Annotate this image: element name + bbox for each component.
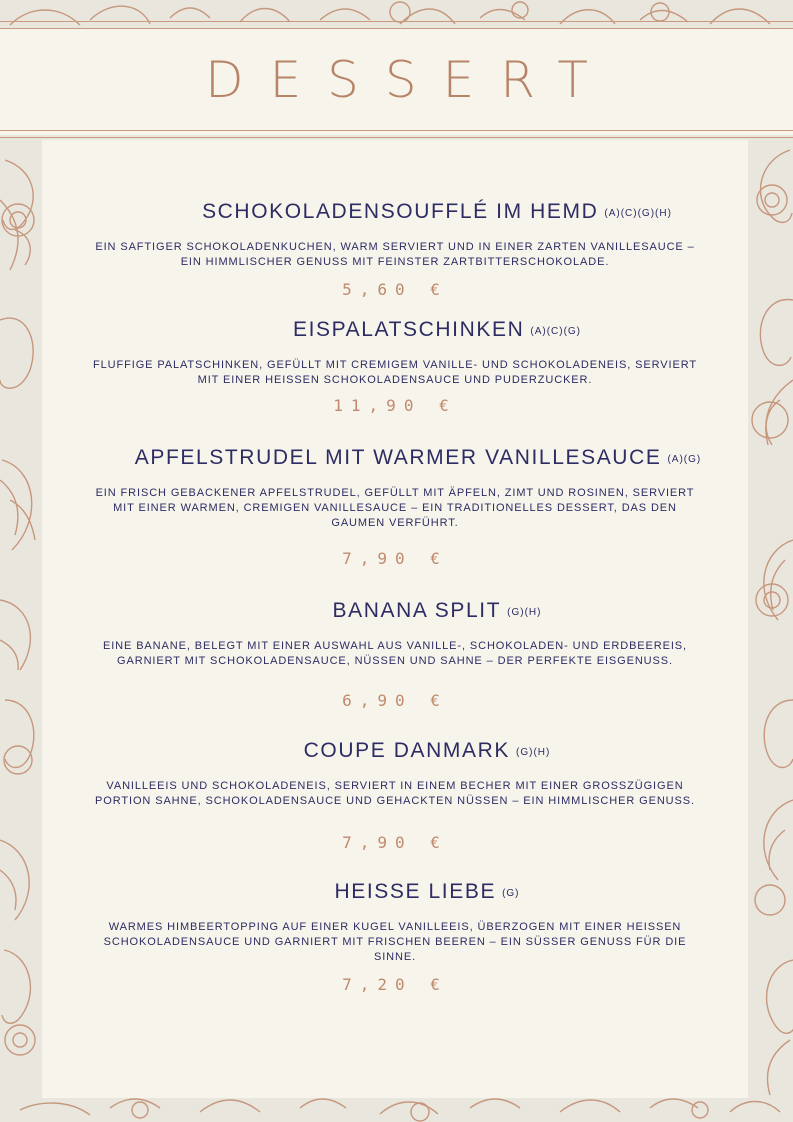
menu-item-schokoladensouffle: [42, 198, 748, 270]
item-description: FLUFFIGE PALATSCHINKEN, GEFÜLLT MIT CREMIGEM VANILLE- UND SCHOKOLADENEIS, SERVIERT MIT EINER HEISSEN SCHOKOLADENSAUCE UND PUDERZUCKER.: [93, 359, 697, 386]
menu-item-heisse-liebe: [42, 878, 748, 965]
top-rule-inner: [0, 28, 793, 29]
item-name: HEISSE LIEBE: [334, 880, 497, 903]
item-price: 7,20 €: [342, 975, 448, 994]
bottom-rule-outer: [0, 137, 793, 138]
item-price: 7,90 €: [342, 549, 448, 568]
bottom-rule-inner: [0, 130, 793, 131]
item-name: BANANA SPLIT: [332, 599, 502, 622]
item-name: EISPALATSCHINKEN: [292, 318, 525, 341]
menu-item-coupe-danmark: [42, 737, 748, 809]
item-name: SCHOKOLADENSOUFFLÉ IM HEMD: [202, 200, 599, 223]
item-description: EIN SAFTIGER SCHOKOLADENKUCHEN, WARM SERVIERT UND IN EINER ZARTEN VANILLESAUCE – EIN HIMMLISCHER GENUSS MIT FEINSTER ZARTBITTERSCHOKOLADE.: [95, 241, 695, 268]
item-allergens: (G)(H): [516, 747, 551, 758]
item-price: 7,90 €: [342, 833, 448, 852]
item-price: 6,90 €: [342, 691, 448, 710]
item-name: COUPE DANMARK: [303, 739, 510, 762]
item-price: 11,90 €: [333, 396, 457, 415]
item-price: 5,60 €: [342, 280, 448, 299]
item-allergens: (G): [502, 888, 520, 899]
menu-title: DESSERT: [205, 51, 614, 109]
item-allergens: (G)(H): [507, 607, 542, 618]
menu-item-apfelstrudel: [42, 444, 748, 531]
item-allergens: (A)(G): [667, 454, 702, 465]
menu-item-eispalatschinken: [42, 316, 748, 388]
item-description: WARMES HIMBEERTOPPING AUF EINER KUGEL VANILLEEIS, ÜBERZOGEN MIT EINER HEISSEN SCHOKOLADENSAUCE UND GARNIERT MIT FRISCHEN BEEREN – EIN SÜSSER GENUSS FÜR DIE SINNE.: [103, 921, 687, 963]
item-allergens: (A)(C)(G)(H): [604, 208, 672, 219]
top-rule-outer: [0, 21, 793, 22]
item-allergens: (A)(C)(G): [530, 326, 582, 337]
menu-item-banana-split: [42, 597, 748, 669]
item-description: VANILLEEIS UND SCHOKOLADENEIS, SERVIERT IN EINEM BECHER MIT EINER GROSSZÜGIGEN PORTION SAHNE, SCHOKOLADENSAUCE UND GEHACKTEN NÜSSEN – EIN HIMMLISCHER GENUSS.: [95, 780, 695, 807]
item-description: EINE BANANE, BELEGT MIT EINER AUSWAHL AUS VANILLE-, SCHOKOLADEN- UND ERDBEEREIS, GARNIERT MIT SCHOKOLADENSAUCE, NÜSSEN UND SAHNE – DER PERFEKTE EISGENUSS.: [102, 640, 688, 667]
item-name: APFELSTRUDEL MIT WARMER VANILLESAUCE: [134, 446, 662, 469]
item-description: EIN FRISCH GEBACKENER APFELSTRUDEL, GEFÜLLT MIT ÄPFELN, ZIMT UND ROSINEN, SERVIERT MIT EINER WARMEN, CREMIGEN VANILLESAUCE – EIN TRADITIONELLES DESSERT, DAS DEN GAUMEN VERFÜHRT.: [95, 487, 695, 529]
